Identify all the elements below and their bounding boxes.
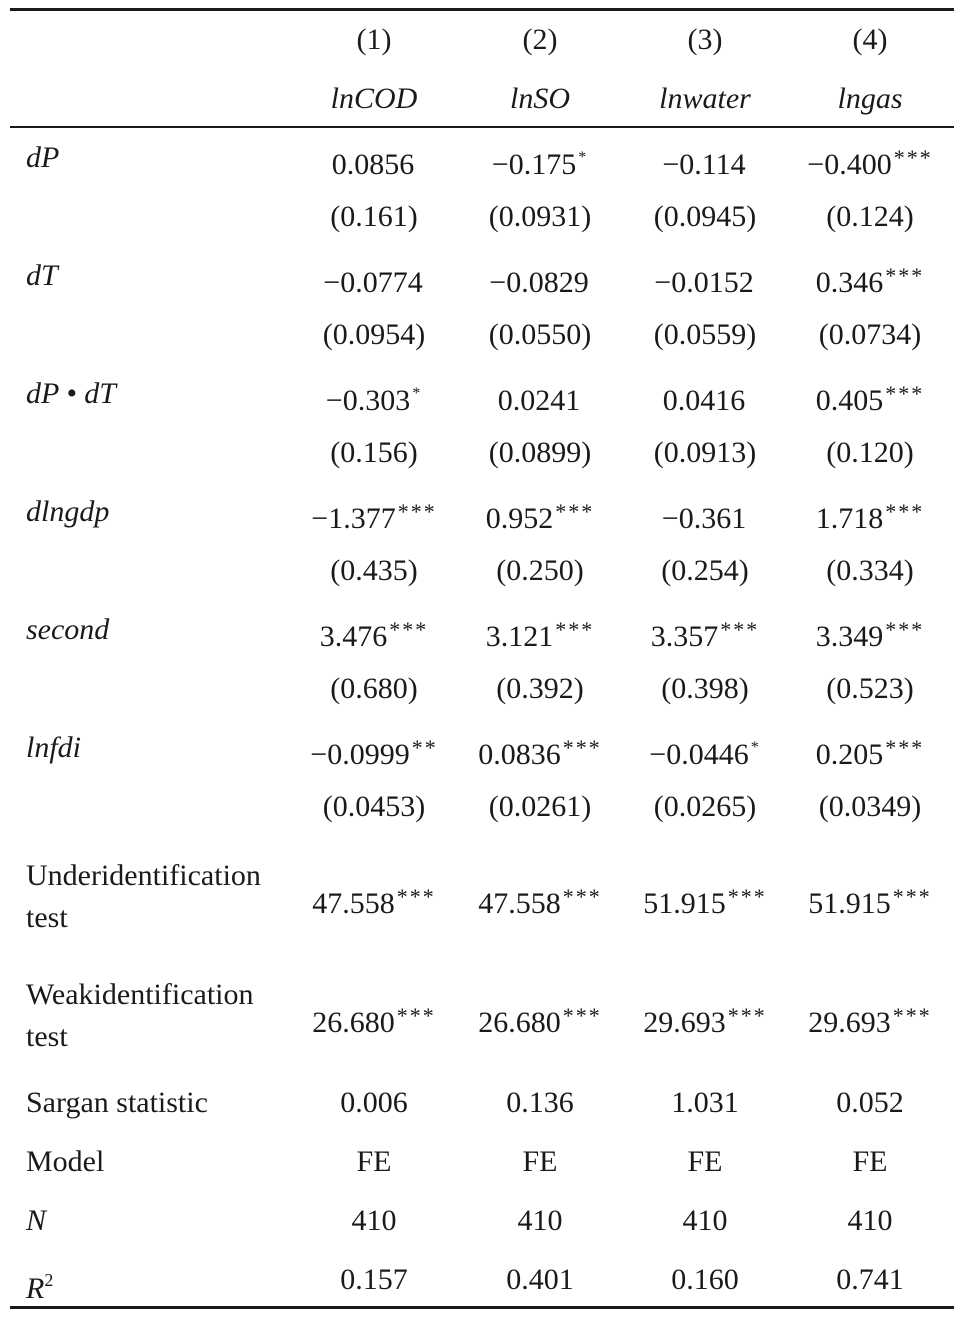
se-cell: (0.156) <box>330 436 418 469</box>
row-label-lnfdi: lnfdi <box>26 731 82 764</box>
coef-cell: 0.205*** <box>815 735 925 771</box>
stat-cell: 0.160 <box>671 1263 739 1296</box>
coef-cell: −0.114 <box>662 148 746 181</box>
col-number-1: (1) <box>356 23 392 56</box>
col-name-4: lngas <box>837 82 903 115</box>
col-name-2: lnSO <box>510 82 570 115</box>
coef-cell: 0.0416 <box>662 384 746 417</box>
coef-cell: −0.0446 * <box>649 738 761 771</box>
se-cell: (0.0931) <box>488 200 592 233</box>
col-name-3: lnwater <box>659 82 751 115</box>
se-cell: (0.124) <box>826 200 914 233</box>
coef-cell: −0.0999** <box>310 735 438 771</box>
top-rule <box>10 8 954 11</box>
se-cell: (0.0550) <box>488 318 592 351</box>
coef-cell: −0.0152 <box>654 266 754 299</box>
coef-cell: −0.400*** <box>807 145 933 181</box>
se-cell: (0.250) <box>496 554 584 587</box>
col-number-4: (4) <box>852 23 888 56</box>
se-cell: (0.120) <box>826 436 914 469</box>
coef-cell: −0.361 <box>661 502 747 535</box>
test-cell: 29.693*** <box>643 1003 767 1039</box>
coef-cell: 0.346*** <box>815 263 925 299</box>
coef-cell: −1.377*** <box>311 499 437 535</box>
row-label-weakidentification: Weakidentification test <box>26 978 254 1053</box>
stat-cell: 410 <box>847 1204 893 1237</box>
se-cell: (0.0734) <box>818 318 922 351</box>
row-label-dT: dT <box>26 259 58 292</box>
test-cell: 29.693*** <box>808 1003 932 1039</box>
se-cell: (0.0453) <box>322 790 426 823</box>
test-cell: 47.558*** <box>312 884 436 920</box>
test-cell: 47.558*** <box>478 884 602 920</box>
test-cell: 26.680*** <box>312 1003 436 1039</box>
row-label-r-squared: $R^2$ <box>26 1270 54 1305</box>
se-cell: (0.0954) <box>322 318 426 351</box>
test-cell: 51.915*** <box>643 884 767 920</box>
se-cell: (0.161) <box>330 200 418 233</box>
row-label-dP: dP <box>26 141 60 174</box>
row-label-underidentification: Underidentification test <box>26 859 261 934</box>
stat-cell: 410 <box>682 1204 728 1237</box>
stat-cell: FE <box>687 1145 723 1178</box>
stat-cell: 0.401 <box>506 1263 574 1296</box>
col-name-1: lnCOD <box>330 82 418 115</box>
se-cell: (0.0945) <box>653 200 757 233</box>
se-cell: (0.435) <box>330 554 418 587</box>
se-cell: (0.0913) <box>653 436 757 469</box>
stat-cell: 0.136 <box>506 1086 574 1119</box>
coef-cell: 1.718*** <box>815 499 925 535</box>
row-label-second: second <box>26 613 110 646</box>
se-cell: (0.254) <box>661 554 749 587</box>
test-cell: 51.915*** <box>808 884 932 920</box>
se-cell: (0.0899) <box>488 436 592 469</box>
row-label-dlngdp: dlngdp <box>26 495 110 528</box>
se-cell: (0.334) <box>826 554 914 587</box>
se-cell: (0.0559) <box>653 318 757 351</box>
col-number-3: (3) <box>687 23 723 56</box>
coef-cell: −0.0774 <box>323 266 423 299</box>
stat-cell: FE <box>356 1145 392 1178</box>
row-label-model: Model <box>26 1145 105 1178</box>
stat-cell: 0.052 <box>836 1086 904 1119</box>
se-cell: (0.680) <box>330 672 418 705</box>
coef-cell: −0.303 * <box>325 384 423 417</box>
row-label-sargan: Sargan statistic <box>26 1086 208 1119</box>
stat-cell: FE <box>522 1145 558 1178</box>
se-cell: (0.0265) <box>653 790 757 823</box>
stat-cell: 410 <box>351 1204 397 1237</box>
row-label-n: N <box>26 1204 47 1237</box>
stat-cell: FE <box>852 1145 888 1178</box>
coef-cell: 0.405*** <box>815 381 925 417</box>
coef-cell: 0.0241 <box>497 384 581 417</box>
stat-cell: 0.006 <box>340 1086 408 1119</box>
coef-cell: −0.175 * <box>491 148 589 181</box>
stat-cell: 0.157 <box>340 1263 408 1296</box>
test-cell: 26.680*** <box>478 1003 602 1039</box>
coef-cell: 0.952*** <box>485 499 595 535</box>
coef-cell: 3.349*** <box>815 617 925 653</box>
se-cell: (0.523) <box>826 672 914 705</box>
coef-cell: −0.0829 <box>489 266 589 299</box>
coef-cell: 3.476*** <box>319 617 429 653</box>
row-label-dP-dT: dP • dT <box>26 377 116 410</box>
se-cell: (0.0261) <box>488 790 592 823</box>
stat-cell: 0.741 <box>836 1263 904 1296</box>
se-cell: (0.0349) <box>818 790 922 823</box>
col-number-2: (2) <box>522 23 558 56</box>
bottom-rule <box>10 1306 954 1309</box>
coef-cell: 0.0836*** <box>478 735 602 771</box>
coef-cell: 3.357*** <box>650 617 760 653</box>
stat-cell: 410 <box>517 1204 563 1237</box>
stat-cell: 1.031 <box>671 1086 739 1119</box>
coef-cell: 3.121*** <box>485 617 595 653</box>
se-cell: (0.398) <box>661 672 749 705</box>
coef-cell: 0.0856 <box>331 148 415 181</box>
se-cell: (0.392) <box>496 672 584 705</box>
header-rule <box>10 126 954 128</box>
